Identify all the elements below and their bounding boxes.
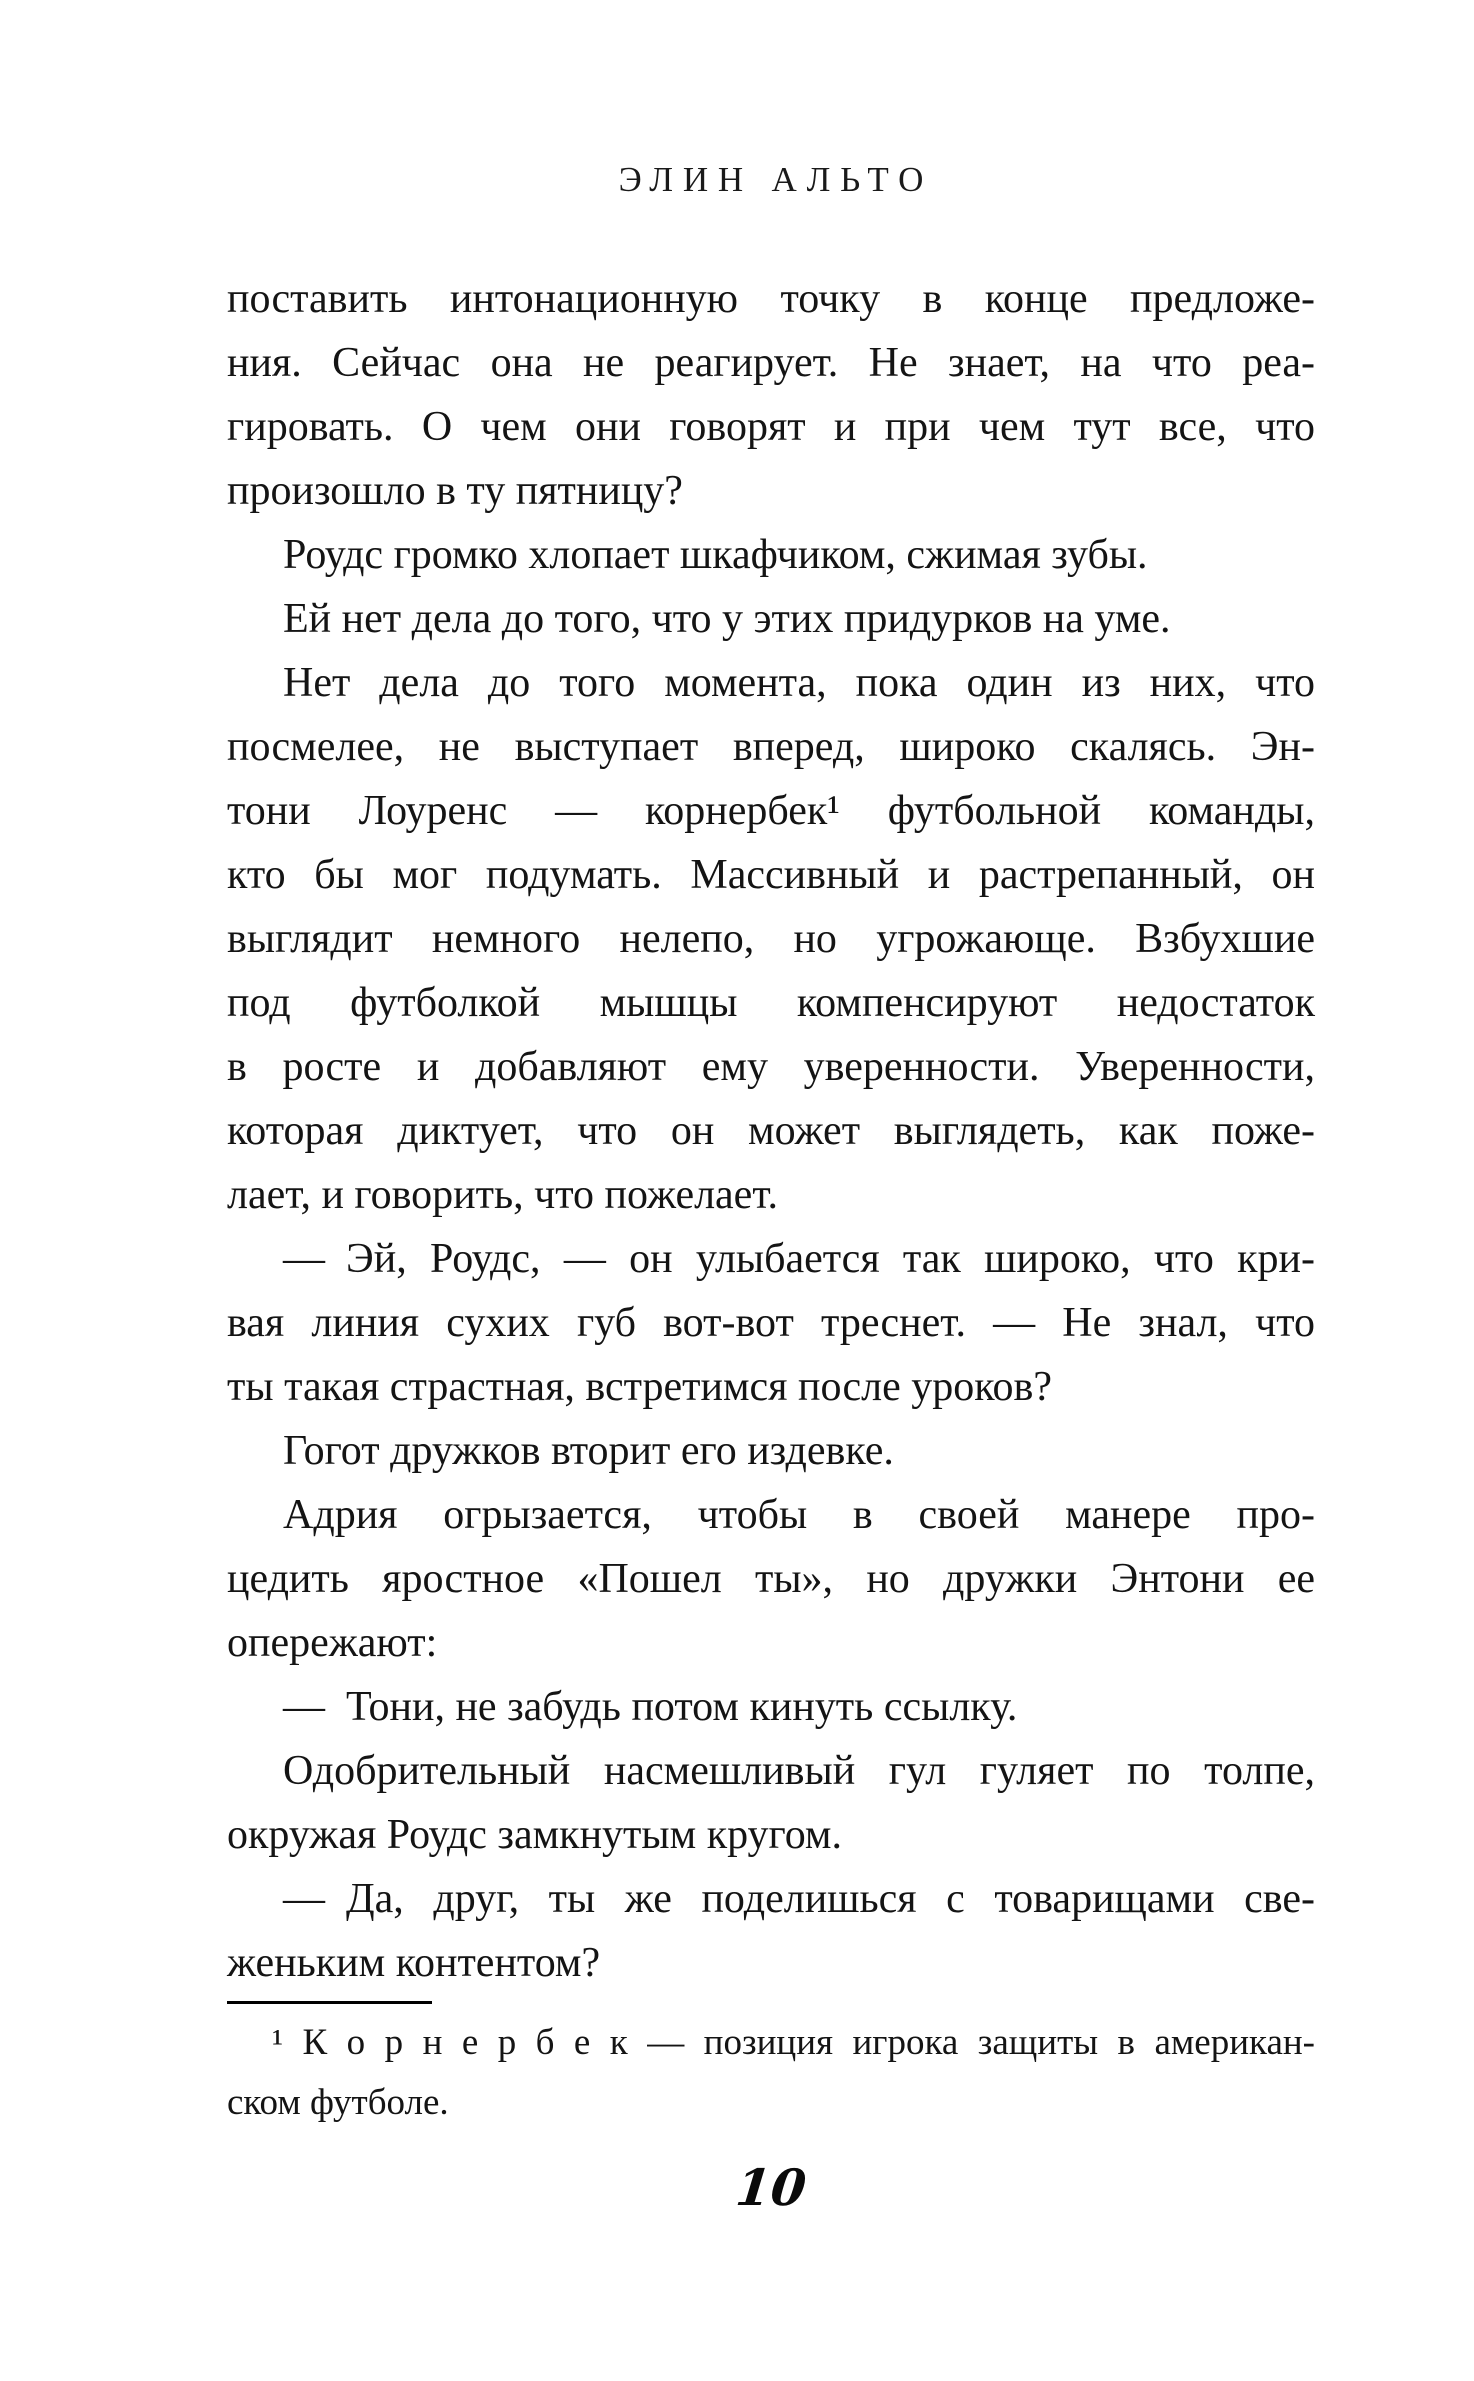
text-line: Ей нет дела до того, что у этих придурков на уме. [283,596,1171,642]
body-text [227,267,1315,1995]
text-line: под футболкой мышцы компенсируют недостаток [227,980,1315,1026]
text-line: поставить интонационную точку в конце предложе- [227,276,1315,322]
running-header: ЭЛИН АЛЬТО [618,160,934,199]
text-line: которая диктует, что он может выглядеть, как поже- [227,1108,1315,1154]
paragraph [227,523,1315,587]
text-line: посмелее, не выступает вперед, широко скалясь. Эн- [227,724,1315,770]
text-line: окружая Роудс замкнутым кругом. [227,1812,843,1858]
text-line: ты такая страстная, встретимся после уроков? [227,1364,1053,1410]
footnote-line: ском футболе. [227,2082,449,2123]
text-line: Адрия огрызается, чтобы в своей манере про- [283,1492,1315,1538]
text-line: Нет дела до того момента, пока один из них, что [283,660,1315,706]
text-line: — Тони, не забудь потом кинуть ссылку. [283,1684,1018,1730]
text-line: Гогот дружков вторит его издевке. [283,1428,894,1474]
text-line: кто бы мог подумать. Массивный и растрепанный, он [227,852,1315,898]
page-number: 10 [733,2158,809,2217]
paragraph [227,1227,1315,1419]
paragraph [227,1867,1315,1995]
text-line: вая линия сухих губ вот-вот треснет. — Не знал, что [227,1300,1315,1346]
text-line: лает, и говорить, что пожелает. [227,1172,779,1218]
text-line: гировать. О чем они говорят и при чем тут все, что [227,404,1315,450]
paragraph [227,651,1315,1227]
footnote [227,2013,1315,2133]
text-line: цедить яростное «Пошел ты», но дружки Энтони ее [227,1556,1315,1602]
paragraph [227,267,1315,523]
text-line: ния. Сейчас она не реагирует. Не знает, на что реа- [227,340,1315,386]
footnote-line: ¹ К о р н е р б е к — позиция игрока защиты в американ- [272,2022,1315,2063]
paragraph [227,587,1315,651]
text-line: — Эй, Роудс, — он улыбается так широко, что кри- [283,1236,1315,1282]
text-line: произошло в ту пятницу? [227,468,683,514]
text-line: Одобрительный насмешливый гул гуляет по толпе, [283,1748,1315,1794]
paragraph [227,1675,1315,1739]
footnote-divider [227,2001,432,2004]
text-line: в росте и добавляют ему уверенности. Уверенности, [227,1044,1315,1090]
text-line: тони Лоуренс — корнербек¹ футбольной команды, [227,788,1315,834]
text-line: опережают: [227,1620,438,1666]
text-line: — Да, друг, ты же поделишься с товарищами све- [283,1876,1315,1922]
paragraph [227,1483,1315,1675]
paragraph [227,1419,1315,1483]
text-line: выглядит немного нелепо, но угрожающе. Взбухшие [227,916,1315,962]
text-line: Роудс громко хлопает шкафчиком, сжимая зубы. [283,532,1148,578]
text-line: женьким контентом? [227,1940,601,1986]
paragraph [227,1739,1315,1867]
